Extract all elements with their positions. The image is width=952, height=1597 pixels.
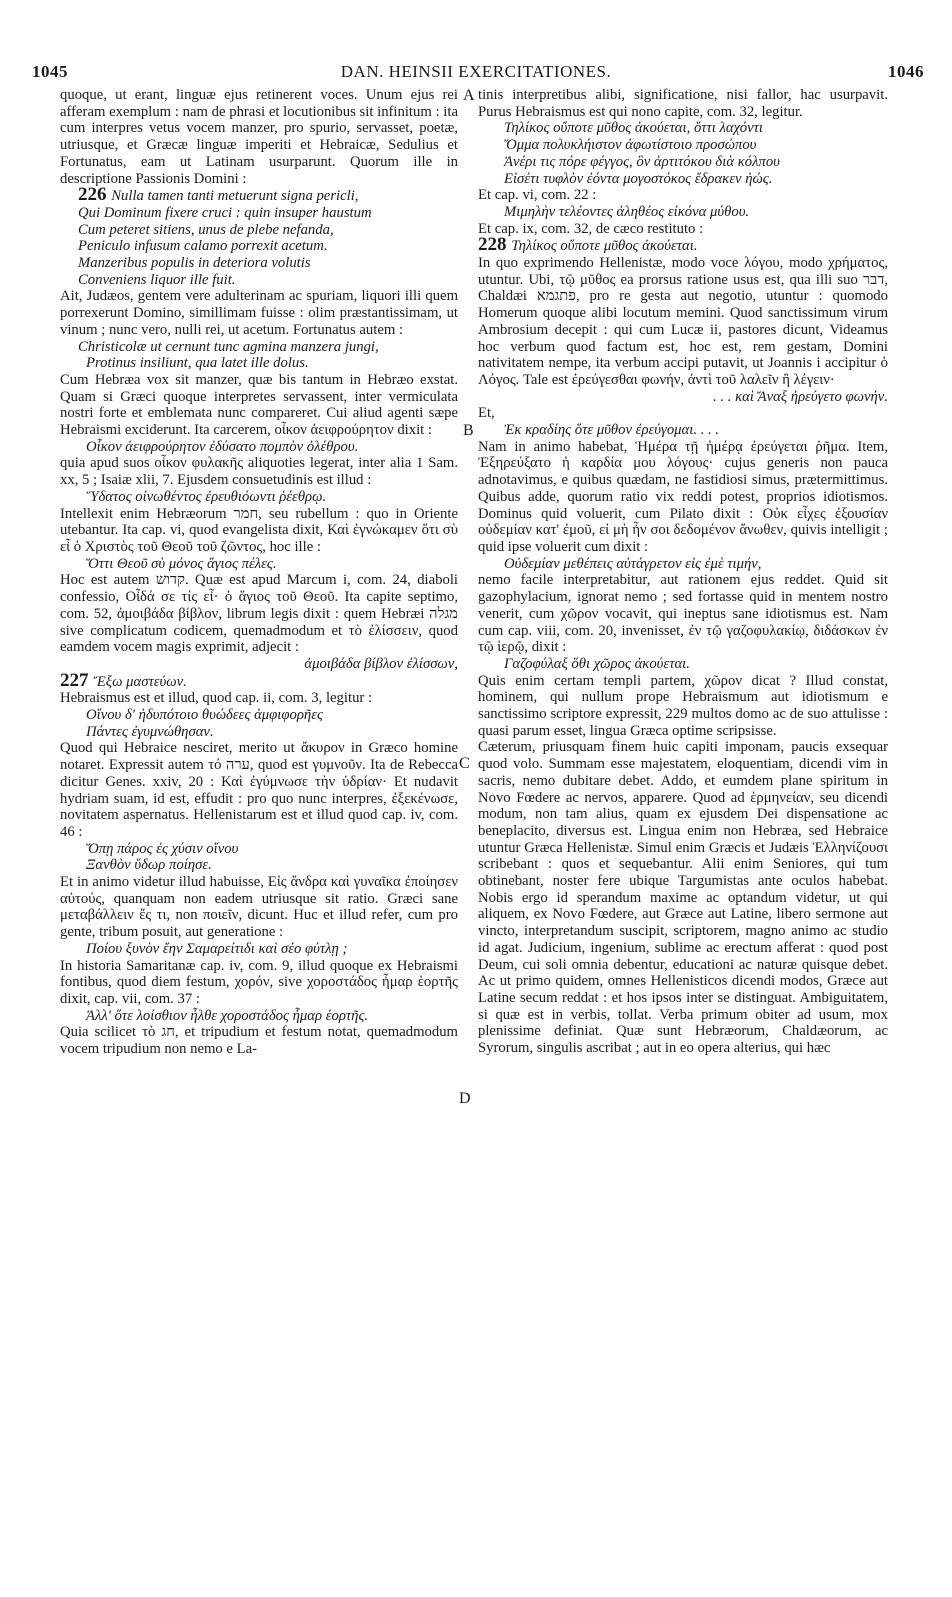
text-span: Et in animo videtur illud habuisse, Εἰς ἄνδρα καὶ γυναῖκα ἐποίησεν αὐτούς, quanquam non eadem utriusque sit ratio. Græci sane μεταβάλλειν ἔς τι, non ποιεῖν, dicunt. Huc et illud refer, cum pro gente, tribum posuit, aut generatione : bbox=[60, 874, 458, 941]
text-span: Οὐδεμίαν μεθέπεις αὐτάγρετον εἰς ἐμὲ τιμήν, bbox=[504, 555, 762, 572]
paragraph bbox=[478, 739, 888, 1056]
greek-verse bbox=[478, 204, 888, 221]
text-span: Protinus insiliunt, qua latet ille dolus. bbox=[86, 355, 309, 372]
text-span: quia apud suos οἶκον φυλακῆς aliquoties legerat, inter alia 1 Sam. xx, 5 ; Isaiæ xlii, 7. Ejusdem consuetudinis est illud : bbox=[60, 455, 458, 489]
paragraph bbox=[60, 372, 458, 439]
greek-verse bbox=[478, 137, 888, 154]
paragraph bbox=[60, 455, 458, 488]
text-span: tinis interpretibus alibi, significatione, nisi fallor, hac usurpavit. Purus Hebraismus est qui nono capite, com. 32, legitur. bbox=[478, 87, 888, 120]
text-span: Ἐκ κραδίης ὅτε μῦθον ἐρεύγομαι. . . . bbox=[504, 422, 720, 439]
margin-letter-d: D bbox=[459, 1090, 471, 1107]
greek-verse bbox=[60, 556, 458, 573]
paragraph bbox=[478, 187, 888, 204]
section-number: 227 bbox=[60, 669, 94, 691]
greek-verse bbox=[60, 841, 458, 858]
margin-letter-b: B bbox=[463, 422, 474, 439]
verse-line bbox=[60, 272, 458, 289]
text-span: Μιμηλὴν τελέοντες ἀληθέος εἰκόνα μύθου. bbox=[504, 203, 750, 220]
verse-line bbox=[60, 222, 458, 239]
text-span: Cum Hebræa vox sit manzer, quæ bis tantum in Hebræo exstat. Quam si Græci quoque interpretes servassent, inter vermiculata nostri forte et emblemata nunc compareret. Cui aliud agenti sæpe Hebraismi exciderunt. Ita carcerem, οἶκον ἀειφρούρητον dixit : bbox=[60, 371, 458, 439]
paragraph bbox=[60, 506, 458, 556]
text-span: Peniculo infusum calamo porrexit acetum. bbox=[78, 238, 328, 255]
paragraph bbox=[60, 1024, 458, 1057]
section-number: 228 bbox=[478, 234, 512, 256]
text-span: Quia scilicet τὸ חג, et tripudium et festum notat, quemadmodum vocem tripudium non nemo e La- bbox=[60, 1024, 458, 1058]
paragraph bbox=[478, 572, 888, 656]
text-span: Manzeribus populis in deteriora volutis bbox=[78, 255, 311, 272]
greek-verse bbox=[60, 857, 458, 874]
text-span: Nam in animo habebat, Ἡμέρα τῇ ἡμέρᾳ ἐρεύγεται ῥῆμα. Item, Ἐξηρεύξατο ἡ καρδία μου λόγους· cujus generis non pauca adnotavimus, e quibus quædam, ne fastidiosi simus, prætermittimus. Quibus adde, quorum ratio vix reddi potest, proprios idiotismos. Dominus quid voluerit, cum Pilato dixit : Οὐκ εἶχες ἐξουσίαν οὐδεμίαν κατ' ἐμοῦ, εἰ μὴ ἦν σοι δεδομένον ἄνωθεν, quivis intelligit ; quid ipse voluerit cum dixit : bbox=[478, 438, 888, 555]
text-span: Οἶκον ἀειφρούρητον ἐδύσατο πομπὸν ὀλέθρου. bbox=[86, 438, 359, 455]
text-span: . . . καὶ Ἄναξ ἠρεύγετο φωνήν. bbox=[713, 388, 888, 405]
greek-verse bbox=[60, 656, 458, 673]
text-span: Et cap. ix, com. 32, de cæco restituto : bbox=[478, 220, 704, 237]
paragraph bbox=[60, 874, 458, 941]
paragraph bbox=[60, 572, 458, 656]
text-span: Cum peteret sitiens, unus de plebe nefanda, bbox=[78, 221, 334, 238]
paragraph bbox=[478, 439, 888, 556]
paragraph bbox=[60, 288, 458, 338]
text-span: quoque, ut erant, linguæ ejus retinerent voces. Unum ejus rei afferam exemplum : nam de phrasi et locutionibus sit infinitum : ita cum interpres vetus vocem manzer, pro spurio, servasset, poetæ, utriusque, et Græcæ linguæ imperiti et Hebraicæ, Sedulius et Fortunatus, eam ut Latinam usurparunt. Quorum ille in descriptione Passionis Domini : bbox=[60, 87, 458, 187]
greek-verse bbox=[60, 1008, 458, 1025]
right-column bbox=[478, 87, 888, 1057]
verse-line bbox=[60, 355, 458, 372]
greek-verse bbox=[478, 120, 888, 137]
paragraph bbox=[478, 405, 888, 422]
text-span: Conveniens liquor ille fuit. bbox=[78, 271, 236, 288]
text-span: Christicolæ ut cernunt tunc agmina manzera jungi, bbox=[78, 338, 379, 355]
text-span: Ἀλλ' ὅτε λοίσθιον ἦλθε χοροστάδος ἦμαρ ἑορτῆς. bbox=[86, 1007, 369, 1024]
text-span: Intellexit enim Hebræorum חמר, seu rubellum : quo in Oriente utebantur. Ita cap. vi, quod evangelista dixit, Καὶ ἐγνώκαμεν ὅτι σὺ εἶ ὁ Χριστὸς τοῦ Θεοῦ τοῦ ζῶντος, hoc ille : bbox=[60, 505, 458, 555]
paragraph bbox=[60, 87, 458, 187]
paragraph bbox=[478, 673, 888, 740]
margin-letter-a: A bbox=[463, 87, 475, 104]
paragraph bbox=[60, 690, 458, 707]
paragraph bbox=[478, 87, 888, 120]
text-span: Hebraismus est et illud, quod cap. ii, com. 3, legitur : bbox=[60, 690, 373, 707]
greek-verse bbox=[60, 439, 458, 456]
greek-verse bbox=[478, 556, 888, 573]
text-span: Ξανθὸν ὕδωρ ποίησε. bbox=[86, 857, 212, 874]
greek-verse bbox=[478, 422, 888, 439]
text-span: Ὅττι Θεοῦ σὺ μόνος ἅγιος πέλες. bbox=[86, 555, 277, 572]
text-span: In quo exprimendo Hellenistæ, modo voce λόγου, modo χρήματος, utuntur. Ubi, τῷ μῦθος ea prorsus ratione usus est, qua illi suo דבר, Chaldæi פתגמא, pro re gesta aut negotio, utuntur : quomodo Homerum quoque alibi locutum memini. Quod sanctissimum virum Ambrosium decepit : qui cum Lucæ ii, pastores dicunt, Videamus hoc verbum quod factum est, hoc est, rem gestam, Domini nativitatem nempe, ita verbum accipi putavit, ut Joannis i accipitur ὁ Λόγος. Tale est ἐρεύγεσθαι φωνήν, ἀντὶ τοῦ λαλεῖν ἢ λέγειν· bbox=[478, 255, 888, 388]
running-title: DAN. HEINSII EXERCITATIONES. bbox=[340, 62, 612, 81]
greek-verse bbox=[60, 707, 458, 724]
text-span: Quod qui Hebraice nesciret, merito ut ἄκυρον in Græco homine notaret. Expressit autem τό ערה, quod est γυμνοῦν. Ita de Rebecca dicitur Genes. xxiv, 20 : Καὶ ἐγύμνωσε τὴν ὑδρίαν· Et nudavit hydriam suam, id est, effudit : pro quo nunc interpres, ἐξεκένωσε, novitatem aspernatus. Hellenistarum est et illud quod cap. iv, com. 46 : bbox=[60, 740, 458, 840]
text-span: Ὕδατος οἰνωθέντος ἐρευθιόωντι ῥέεθρῳ. bbox=[86, 488, 327, 505]
greek-verse bbox=[60, 941, 458, 958]
text-span: Ἀνέρι τις πόρε φέγγος, ὃν ἀρτιτόκου διὰ κόλπου bbox=[504, 153, 780, 170]
text-span: Ἔξω μαστεύων. bbox=[93, 673, 187, 690]
text-span: Cæterum, priusquam finem huic capiti imponam, paucis exsequar quod volo. Summam esse majestatem, eloquentiam, dicendi vim in sacris, nemo dubitare debet. Addo, et eumdem plane spiritum in Novo Fœdere ac nervos, apparere. Quod ad ἑρμηνείαν, seu dicendi modum, non tam alius, quam ex ejusdem Dei dispensatione ac beneplacito, diversus est. Lingua enim non Hebræa, sed Hebraice utuntur Græca Hellenistæ. Simul enim Græcis et Judæis Ἑλληνίζουσι scribebant : quos et sequebantur. Alii enim Seniores, qui tum obtinebant, noster fere ubique Targumistas ante oculos habebat. Nobis ergo id sperandum maxime ac optandum videtur, ut qui aliquem, ex Novo Fœdere, aut Græce aut Latine, libero sermone aut vincto, interpretandum suscipit, scriptorem, magno animo ac studio id agat. Judicium, ingenium, sublime ac erectum afferat : quod post Deum, cui soli omnia debentur, educationi ac naturæ quisque debet. Ac ut primo quidem, omnes Hellenisticos dicendi modos, Græce aut Latine secum reddat : et hos ipsos inter se distinguat. Ambiguitatem, si quæ est in verbis, tollat. Verba primum obiter ad usum, mox plenissime definiat. Quæ sunt Hebræorum, Chaldæorum, ac Syrorum, singulis ascribat ; aut in eo opera alterius, qui hæc bbox=[478, 739, 888, 1057]
text-span: Quis enim certam templi partem, χῶρον dicat ? Illud constat, hominem, qui nullum prope Hebraismum aut idiotismum e sanctissimo scriptore expressit, 229 multos domo ac de suo attulisse : quasi parum esset, lingua Græca optime scripsisse. bbox=[478, 672, 888, 739]
text-span: Et, bbox=[478, 405, 495, 422]
section-number: 226 bbox=[78, 184, 112, 206]
text-span: Ὅπῃ πάρος ἐς χύσιν οἴνου bbox=[86, 840, 239, 857]
verse-line bbox=[60, 205, 458, 222]
text-span: Et cap. vi, com. 22 : bbox=[478, 187, 597, 204]
text-span: Nulla tamen tanti metuerunt signa pericli, bbox=[111, 188, 359, 205]
text-span: nemo facile interpretabitur, aut rationem ejus reddet. Quid sit gazophylacium, ignorat nemo ; sed fortasse quid in mentem nostro venerit, cum χῶρον vocavit, qui ineptus sane idiotismus est. Nam cum cap. viii, com. 20, invenisset, ἐν τῷ γαζοφυλακίῳ, διδάσκων ἐν τῷ ἱερῷ, dixit : bbox=[478, 572, 888, 656]
running-header bbox=[28, 62, 924, 84]
verse-line bbox=[60, 238, 458, 255]
text-span: Qui Dominum fixere cruci : quin insuper haustum bbox=[78, 204, 372, 221]
greek-verse bbox=[478, 154, 888, 171]
verse-line bbox=[60, 339, 458, 356]
greek-verse bbox=[478, 389, 888, 406]
greek-verse bbox=[60, 669, 458, 691]
text-span: Hoc est autem קדוש. Quæ est apud Marcum i, com. 24, diaboli confessio, Οἶδά σε τίς εἶ· ὁ ἅγιος τοῦ Θεοῦ. Ita capite septimo, com. 52, ἀμοιβάδα βίβλον, librum legis dixit : quem Hebræi מגלה sive complicatum codicem, quemadmodum et τὸ ἐλίσσειν, quod eamdem vocem magis exprimit, adjecit : bbox=[60, 572, 458, 656]
paragraph bbox=[478, 255, 888, 389]
left-column bbox=[60, 87, 458, 1058]
text-span: ἀμοιβάδα βίβλον ἐλίσσων, bbox=[304, 655, 458, 672]
paragraph bbox=[60, 740, 458, 840]
page-number-right: 1046 bbox=[888, 62, 924, 81]
text-span: Ὄμμα πολυκλήιστον ἀφωτίστοιο προσώπου bbox=[504, 137, 757, 154]
paragraph bbox=[478, 221, 888, 238]
verse-line bbox=[60, 255, 458, 272]
greek-verse bbox=[478, 656, 888, 673]
text-span: In historia Samaritanæ cap. iv, com. 9, illud quoque ex Hebraismi fontibus, quod diem festum, χορόν, sive χοροστάδος ἦμαρ ἑορτῆς dixit, cap. vii, com. 37 : bbox=[60, 957, 458, 1007]
page-number-left: 1045 bbox=[32, 62, 68, 81]
greek-verse bbox=[478, 234, 888, 256]
greek-verse bbox=[478, 171, 888, 188]
text-span: Γαζοφύλαξ ὅθι χῶρος ἀκούεται. bbox=[504, 655, 690, 672]
paragraph bbox=[60, 958, 458, 1008]
margin-letter-c: C bbox=[459, 755, 470, 772]
text-span: Οἴνου δ' ἡδυπότοιο θυώδεες ἀμφιφορῆες bbox=[86, 707, 323, 724]
text-span: Πάντες ἐγυμνώθησαν. bbox=[86, 723, 214, 740]
text-span: Τηλίκος οὔποτε μῦθος ἀκούεται, ὅττι λαχόντι bbox=[504, 120, 763, 137]
text-span: Ait, Judæos, gentem vere adulterinam ac spuriam, liquori illi quem porrexerunt Domino, simillimam fuisse : olim præstantissimam, ut vinum ; nunc vero, nulli rei, ut acetum. Fortunatus autem : bbox=[60, 288, 458, 338]
greek-verse bbox=[60, 724, 458, 741]
text-span: Εἰσέτι τυφλὸν ἐόντα μογοστόκος ἔδρακεν ἠώς. bbox=[504, 170, 773, 187]
text-span: Τηλίκος οὔποτε μῦθος ἀκούεται. bbox=[511, 238, 698, 255]
text-span: Ποίου ξυνὸν ἔην Σαμαρείτιδι καὶ σέο φύτλῃ ; bbox=[86, 940, 348, 957]
verse-line bbox=[60, 184, 458, 206]
greek-verse bbox=[60, 489, 458, 506]
